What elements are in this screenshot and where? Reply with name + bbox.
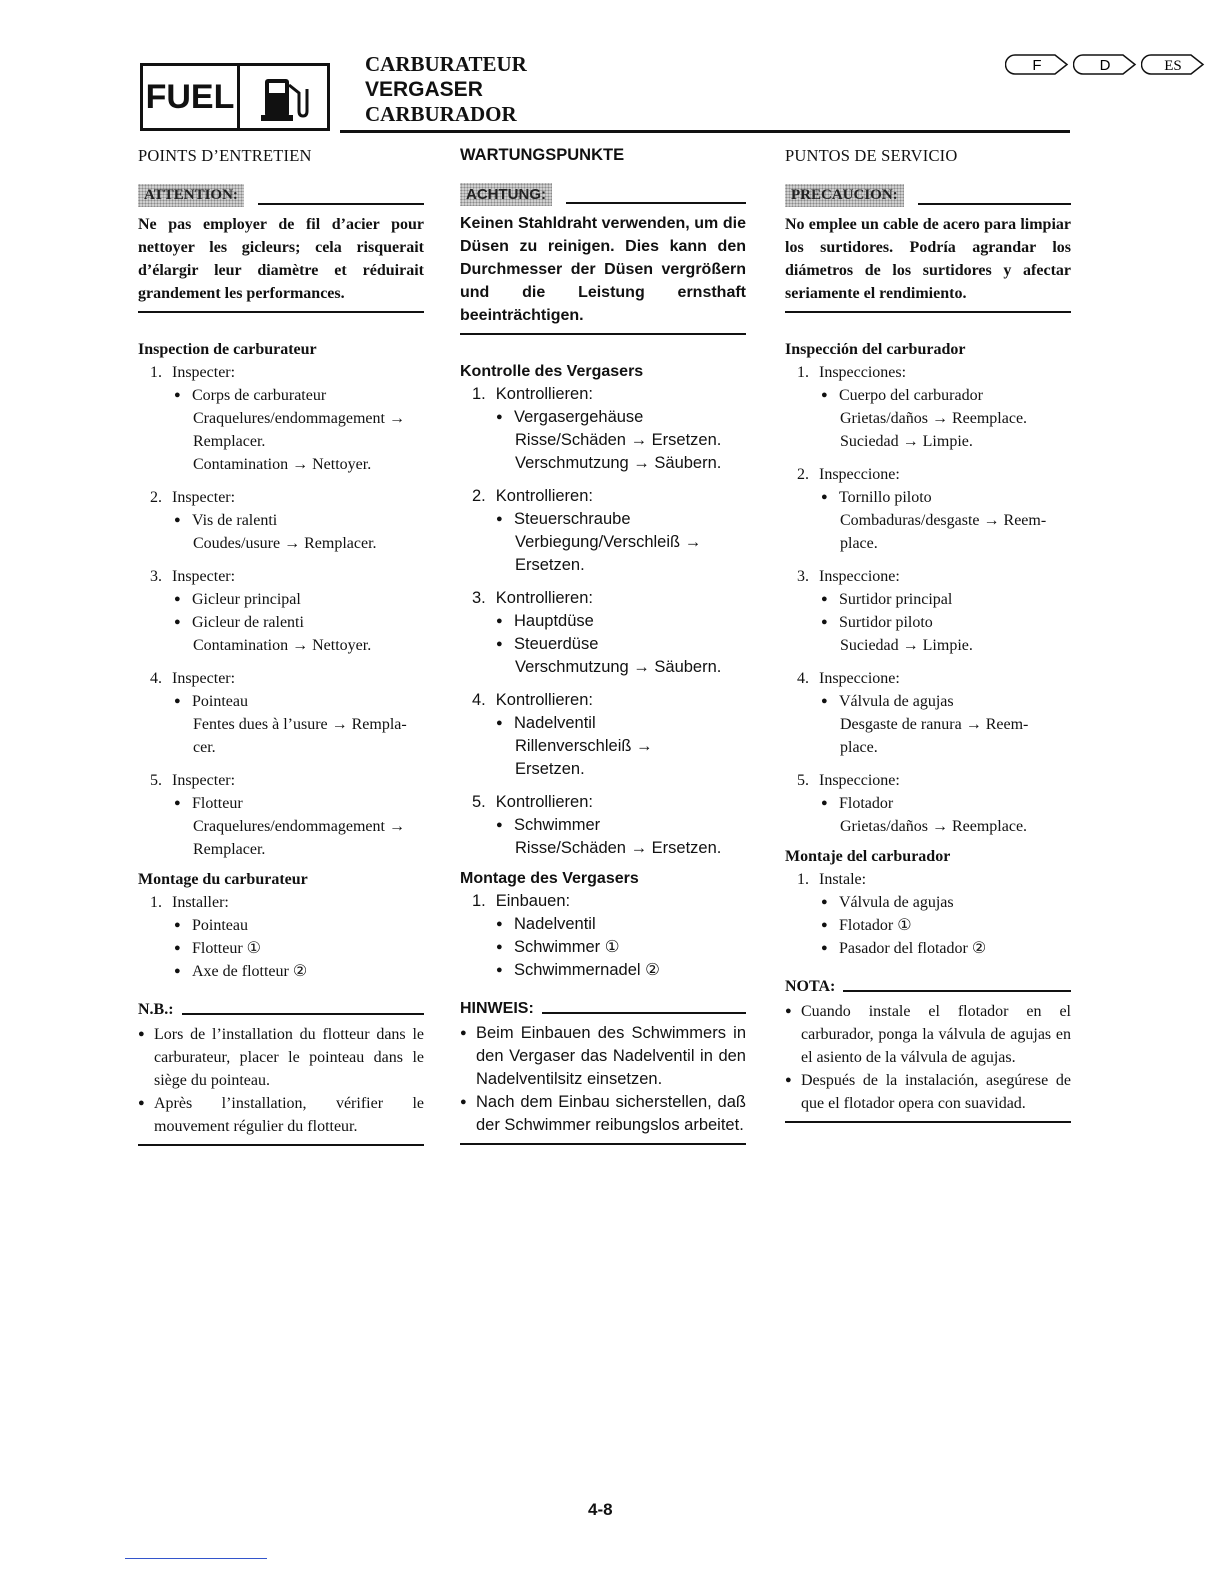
step-number: 5. — [472, 793, 486, 811]
inspection-detail: Verschmutzung → Säubern. — [515, 658, 722, 676]
step-item — [138, 361, 424, 476]
step-heading — [460, 485, 746, 508]
section-title: PUNTOS DE SERVICIO — [785, 146, 958, 165]
title-fr: CARBURATEUR — [365, 52, 527, 76]
part-name: Surtidor principal — [839, 591, 953, 608]
caution-label: PRECAUCION: — [785, 184, 904, 207]
inspection-detail: Desgaste de ranura → Reem- — [840, 716, 1029, 733]
inspection-detail: Contamination → Nettoyer. — [193, 637, 372, 654]
step-number: 2. — [797, 466, 809, 483]
assembly-title: Montaje del carburador — [785, 848, 951, 865]
part-name: Hauptdüse — [514, 612, 594, 630]
part-bullet — [785, 792, 1071, 815]
fuel-label: FUEL — [143, 66, 240, 128]
step-number: 1. — [472, 892, 486, 910]
part-bullet — [138, 690, 424, 713]
step-action: Einbauen: — [495, 892, 571, 910]
part-name: Schwimmer — [514, 816, 601, 834]
note-item: ● Après l’installation, vérifier le mouvement régulier du flotteur. — [138, 1092, 424, 1138]
step-number: 5. — [797, 772, 809, 789]
part-name: Pasador del flotador ② — [839, 940, 987, 957]
step-action: Instale: — [819, 871, 867, 888]
step-number: 1. — [797, 364, 809, 381]
part-bullet — [460, 936, 746, 959]
step-item — [460, 587, 746, 679]
inspection-detail: Fentes dues à l’usure → Rempla- — [193, 716, 407, 733]
part-bullet — [460, 633, 746, 656]
title-es: CARBURADOR — [365, 102, 517, 126]
title-de: VERGASER — [365, 78, 483, 101]
part-bullet — [785, 384, 1071, 407]
assembly-steps — [138, 891, 424, 983]
footer-rule — [125, 1558, 267, 1559]
note-header — [138, 1001, 424, 1019]
step-action: Inspeccione: — [819, 466, 900, 483]
part-name: Gicleur de ralenti — [192, 614, 304, 631]
language-badge-f — [1005, 54, 1069, 75]
assembly-title: Montage des Vergasers — [460, 870, 639, 887]
part-name: Axe de flotteur ② — [192, 963, 308, 980]
note-item: ● Después de la instalación, asegúrese de que el flotador opera con suavidad. — [785, 1069, 1071, 1115]
step-number: 1. — [472, 385, 486, 403]
step-action: Inspecciones: — [819, 364, 907, 381]
part-name: Surtidor piloto — [839, 614, 933, 631]
step-number: 5. — [150, 772, 162, 789]
note-body — [138, 1023, 424, 1146]
inspection-detail: place. — [840, 535, 878, 552]
column-french — [138, 146, 424, 1146]
step-heading — [138, 769, 424, 792]
note-label: N.B.: — [138, 1001, 174, 1018]
step-item — [785, 769, 1071, 838]
step-number: 1. — [150, 364, 162, 381]
fuel-pump-icon — [240, 66, 327, 128]
step-item — [460, 689, 746, 781]
inspection-detail: Risse/Schäden → Ersetzen. — [515, 431, 722, 449]
part-name: Flotador — [839, 795, 894, 812]
header-rule — [340, 130, 1070, 133]
inspection-detail: Ersetzen. — [515, 760, 585, 778]
step-heading — [785, 565, 1071, 588]
part-name: Pointeau — [192, 917, 248, 934]
inspection-detail: Combaduras/desgaste → Reem- — [840, 512, 1047, 529]
note-body — [460, 1022, 746, 1145]
step-heading — [460, 383, 746, 406]
caution-label: ATTENTION: — [138, 184, 244, 207]
part-bullet — [785, 891, 1071, 914]
step-item — [138, 769, 424, 861]
assembly-steps — [460, 890, 746, 982]
step-item — [785, 361, 1071, 453]
svg-text:ES: ES — [1164, 58, 1182, 74]
step-item — [138, 891, 424, 983]
step-heading — [785, 667, 1071, 690]
step-number: 4. — [797, 670, 809, 687]
part-name: Flotteur — [192, 795, 243, 812]
page-number: 4-8 — [588, 1500, 613, 1519]
assembly-title: Montage du carburateur — [138, 871, 308, 888]
step-action: Inspecter: — [172, 364, 236, 381]
step-number: 1. — [797, 871, 809, 888]
step-number: 3. — [797, 568, 809, 585]
step-action: Kontrollieren: — [495, 793, 593, 811]
part-bullet — [785, 690, 1071, 713]
step-action: Inspeccione: — [819, 670, 900, 687]
step-action: Inspeccione: — [819, 772, 900, 789]
part-bullet — [138, 960, 424, 983]
column-german — [460, 146, 746, 1145]
inspection-detail: cer. — [193, 739, 216, 756]
caution-text: Keinen Stahldraht verwenden, um die Düsen zu reinigen. Dies kann den Durchmesser der Düsen vergrößern und die Leistung ernsthaft beeinträchtigen. — [460, 212, 746, 335]
inspection-title: Kontrolle des Vergasers — [460, 363, 644, 380]
assembly-steps — [785, 868, 1071, 960]
part-bullet — [460, 406, 746, 429]
step-item — [460, 485, 746, 577]
step-item — [460, 383, 746, 475]
step-heading — [785, 361, 1071, 384]
part-name: Gicleur principal — [192, 591, 301, 608]
inspection-detail: Rillenverschleiß → — [515, 737, 653, 755]
step-action: Inspecter: — [172, 670, 236, 687]
caution-header — [138, 184, 424, 207]
inspection-detail: Coudes/usure → Remplacer. — [193, 535, 377, 552]
part-bullet — [785, 588, 1071, 611]
step-number: 2. — [472, 487, 486, 505]
note-header — [785, 978, 1071, 996]
part-bullet — [138, 588, 424, 611]
section-title: POINTS D’ENTRETIEN — [138, 146, 312, 165]
inspection-title: Inspección del carburador — [785, 341, 966, 358]
part-bullet — [138, 914, 424, 937]
part-name: Nadelventil — [514, 915, 596, 933]
inspection-detail: place. — [840, 739, 878, 756]
step-heading — [138, 667, 424, 690]
step-heading — [138, 891, 424, 914]
step-number: 4. — [150, 670, 162, 687]
step-heading — [460, 890, 746, 913]
part-bullet — [460, 913, 746, 936]
part-bullet — [138, 509, 424, 532]
part-bullet — [138, 384, 424, 407]
language-badge-d — [1073, 54, 1137, 75]
inspection-detail: Ersetzen. — [515, 556, 585, 574]
step-item — [785, 868, 1071, 960]
step-action: Installer: — [172, 894, 229, 911]
step-number: 1. — [150, 894, 162, 911]
part-name: Tornillo piloto — [839, 489, 932, 506]
caution-label: ACHTUNG: — [460, 183, 552, 206]
part-bullet — [138, 792, 424, 815]
note-label: HINWEIS: — [460, 1000, 534, 1017]
part-bullet — [460, 610, 746, 633]
inspection-detail: Suciedad → Limpie. — [840, 637, 973, 654]
inspection-steps — [460, 383, 746, 860]
caution-header — [785, 184, 1071, 207]
section-title: WARTUNGSPUNKTE — [460, 146, 625, 164]
part-name: Válvula de agujas — [839, 693, 954, 710]
part-name: Nadelventil — [514, 714, 596, 732]
step-item — [460, 890, 746, 982]
step-heading — [138, 361, 424, 384]
step-item — [785, 565, 1071, 657]
language-badges — [1005, 54, 1205, 82]
inspection-detail: Craquelures/endommagement → — [193, 818, 405, 835]
part-bullet — [138, 937, 424, 960]
step-action: Kontrollieren: — [495, 487, 593, 505]
note-item: ● Beim Einbauen des Schwimmers in den Vergaser das Nadelventil in den Nadelventilsitz einsetzen. — [460, 1022, 746, 1091]
inspection-detail: Suciedad → Limpie. — [840, 433, 973, 450]
inspection-detail: Grietas/daños → Reemplace. — [840, 818, 1028, 835]
part-bullet — [460, 712, 746, 735]
inspection-detail: Risse/Schäden → Ersetzen. — [515, 839, 722, 857]
caution-text: No emplee un cable de acero para limpiar los surtidores. Podría agrandar los diámetros de los surtidores y afectar seriamente el rendimiento. — [785, 213, 1071, 313]
part-name: Vergasergehäuse — [514, 408, 644, 426]
part-bullet — [785, 486, 1071, 509]
note-header — [460, 1000, 746, 1018]
inspection-detail: Verschmutzung → Säubern. — [515, 454, 722, 472]
step-heading — [460, 689, 746, 712]
svg-text:F: F — [1032, 57, 1042, 74]
step-number: 3. — [472, 589, 486, 607]
part-bullet — [785, 611, 1071, 634]
part-name: Steuerdüse — [514, 635, 599, 653]
step-heading — [785, 868, 1071, 891]
part-name: Flotador ① — [839, 917, 912, 934]
step-number: 4. — [472, 691, 486, 709]
step-heading — [785, 769, 1071, 792]
note-item: ● Cuando instale el flotador en el carburador, ponga la válvula de agujas en el asiento de la válvula de agujas. — [785, 1000, 1071, 1069]
step-heading — [785, 463, 1071, 486]
part-bullet — [785, 937, 1071, 960]
inspection-detail: Craquelures/endommagement → — [193, 410, 405, 427]
column-spanish — [785, 146, 1071, 1123]
note-body — [785, 1000, 1071, 1123]
inspection-detail: Contamination → Nettoyer. — [193, 456, 372, 473]
step-number: 3. — [150, 568, 162, 585]
step-action: Kontrollieren: — [495, 589, 593, 607]
step-item — [138, 565, 424, 657]
part-name: Schwimmer ① — [514, 938, 620, 956]
step-action: Kontrollieren: — [495, 691, 593, 709]
inspection-detail: Remplacer. — [193, 841, 266, 858]
step-heading — [138, 486, 424, 509]
chapter-titles — [365, 52, 527, 127]
inspection-title: Inspection de carburateur — [138, 341, 317, 358]
part-name: Steuerschraube — [514, 510, 631, 528]
inspection-steps — [138, 361, 424, 861]
step-action: Inspeccione: — [819, 568, 900, 585]
step-item — [785, 463, 1071, 555]
step-action: Inspecter: — [172, 568, 236, 585]
inspection-steps — [785, 361, 1071, 838]
step-item — [138, 486, 424, 555]
part-name: Pointeau — [192, 693, 248, 710]
part-bullet — [785, 914, 1071, 937]
inspection-detail: Verbiegung/Verschleiß → — [515, 533, 702, 551]
note-label: NOTA: — [785, 978, 836, 995]
inspection-detail: Remplacer. — [193, 433, 266, 450]
part-name: Vis de ralenti — [192, 512, 278, 529]
caution-text: Ne pas employer de fil d’acier pour nettoyer les gicleurs; cela risquerait d’élargir leur diamètre et réduirait grandement les performances. — [138, 213, 424, 313]
step-heading — [138, 565, 424, 588]
step-item — [138, 667, 424, 759]
part-name: Corps de carburateur — [192, 387, 327, 404]
part-bullet — [460, 814, 746, 837]
part-bullet — [460, 959, 746, 982]
step-item — [460, 791, 746, 860]
part-name: Schwimmernadel ② — [514, 961, 660, 979]
caution-header — [460, 183, 746, 206]
fuel-section-badge — [140, 63, 330, 131]
step-item — [785, 667, 1071, 759]
svg-text:D: D — [1099, 57, 1111, 74]
step-action: Kontrollieren: — [495, 385, 593, 403]
part-name: Flotteur ① — [192, 940, 262, 957]
note-item: ● Lors de l’installation du flotteur dans le carburateur, placer le pointeau dans le siège du pointeau. — [138, 1023, 424, 1092]
step-number: 2. — [150, 489, 162, 506]
part-bullet — [460, 508, 746, 531]
note-item: ● Nach dem Einbau sicherstellen, daß der Schwimmer reibungslos arbeitet. — [460, 1091, 746, 1137]
step-heading — [460, 587, 746, 610]
part-bullet — [138, 611, 424, 634]
part-name: Válvula de agujas — [839, 894, 954, 911]
step-action: Inspecter: — [172, 489, 236, 506]
step-action: Inspecter: — [172, 772, 236, 789]
inspection-detail: Grietas/daños → Reemplace. — [840, 410, 1028, 427]
part-name: Cuerpo del carburador — [839, 387, 983, 404]
step-heading — [460, 791, 746, 814]
language-badge-es — [1141, 54, 1205, 75]
